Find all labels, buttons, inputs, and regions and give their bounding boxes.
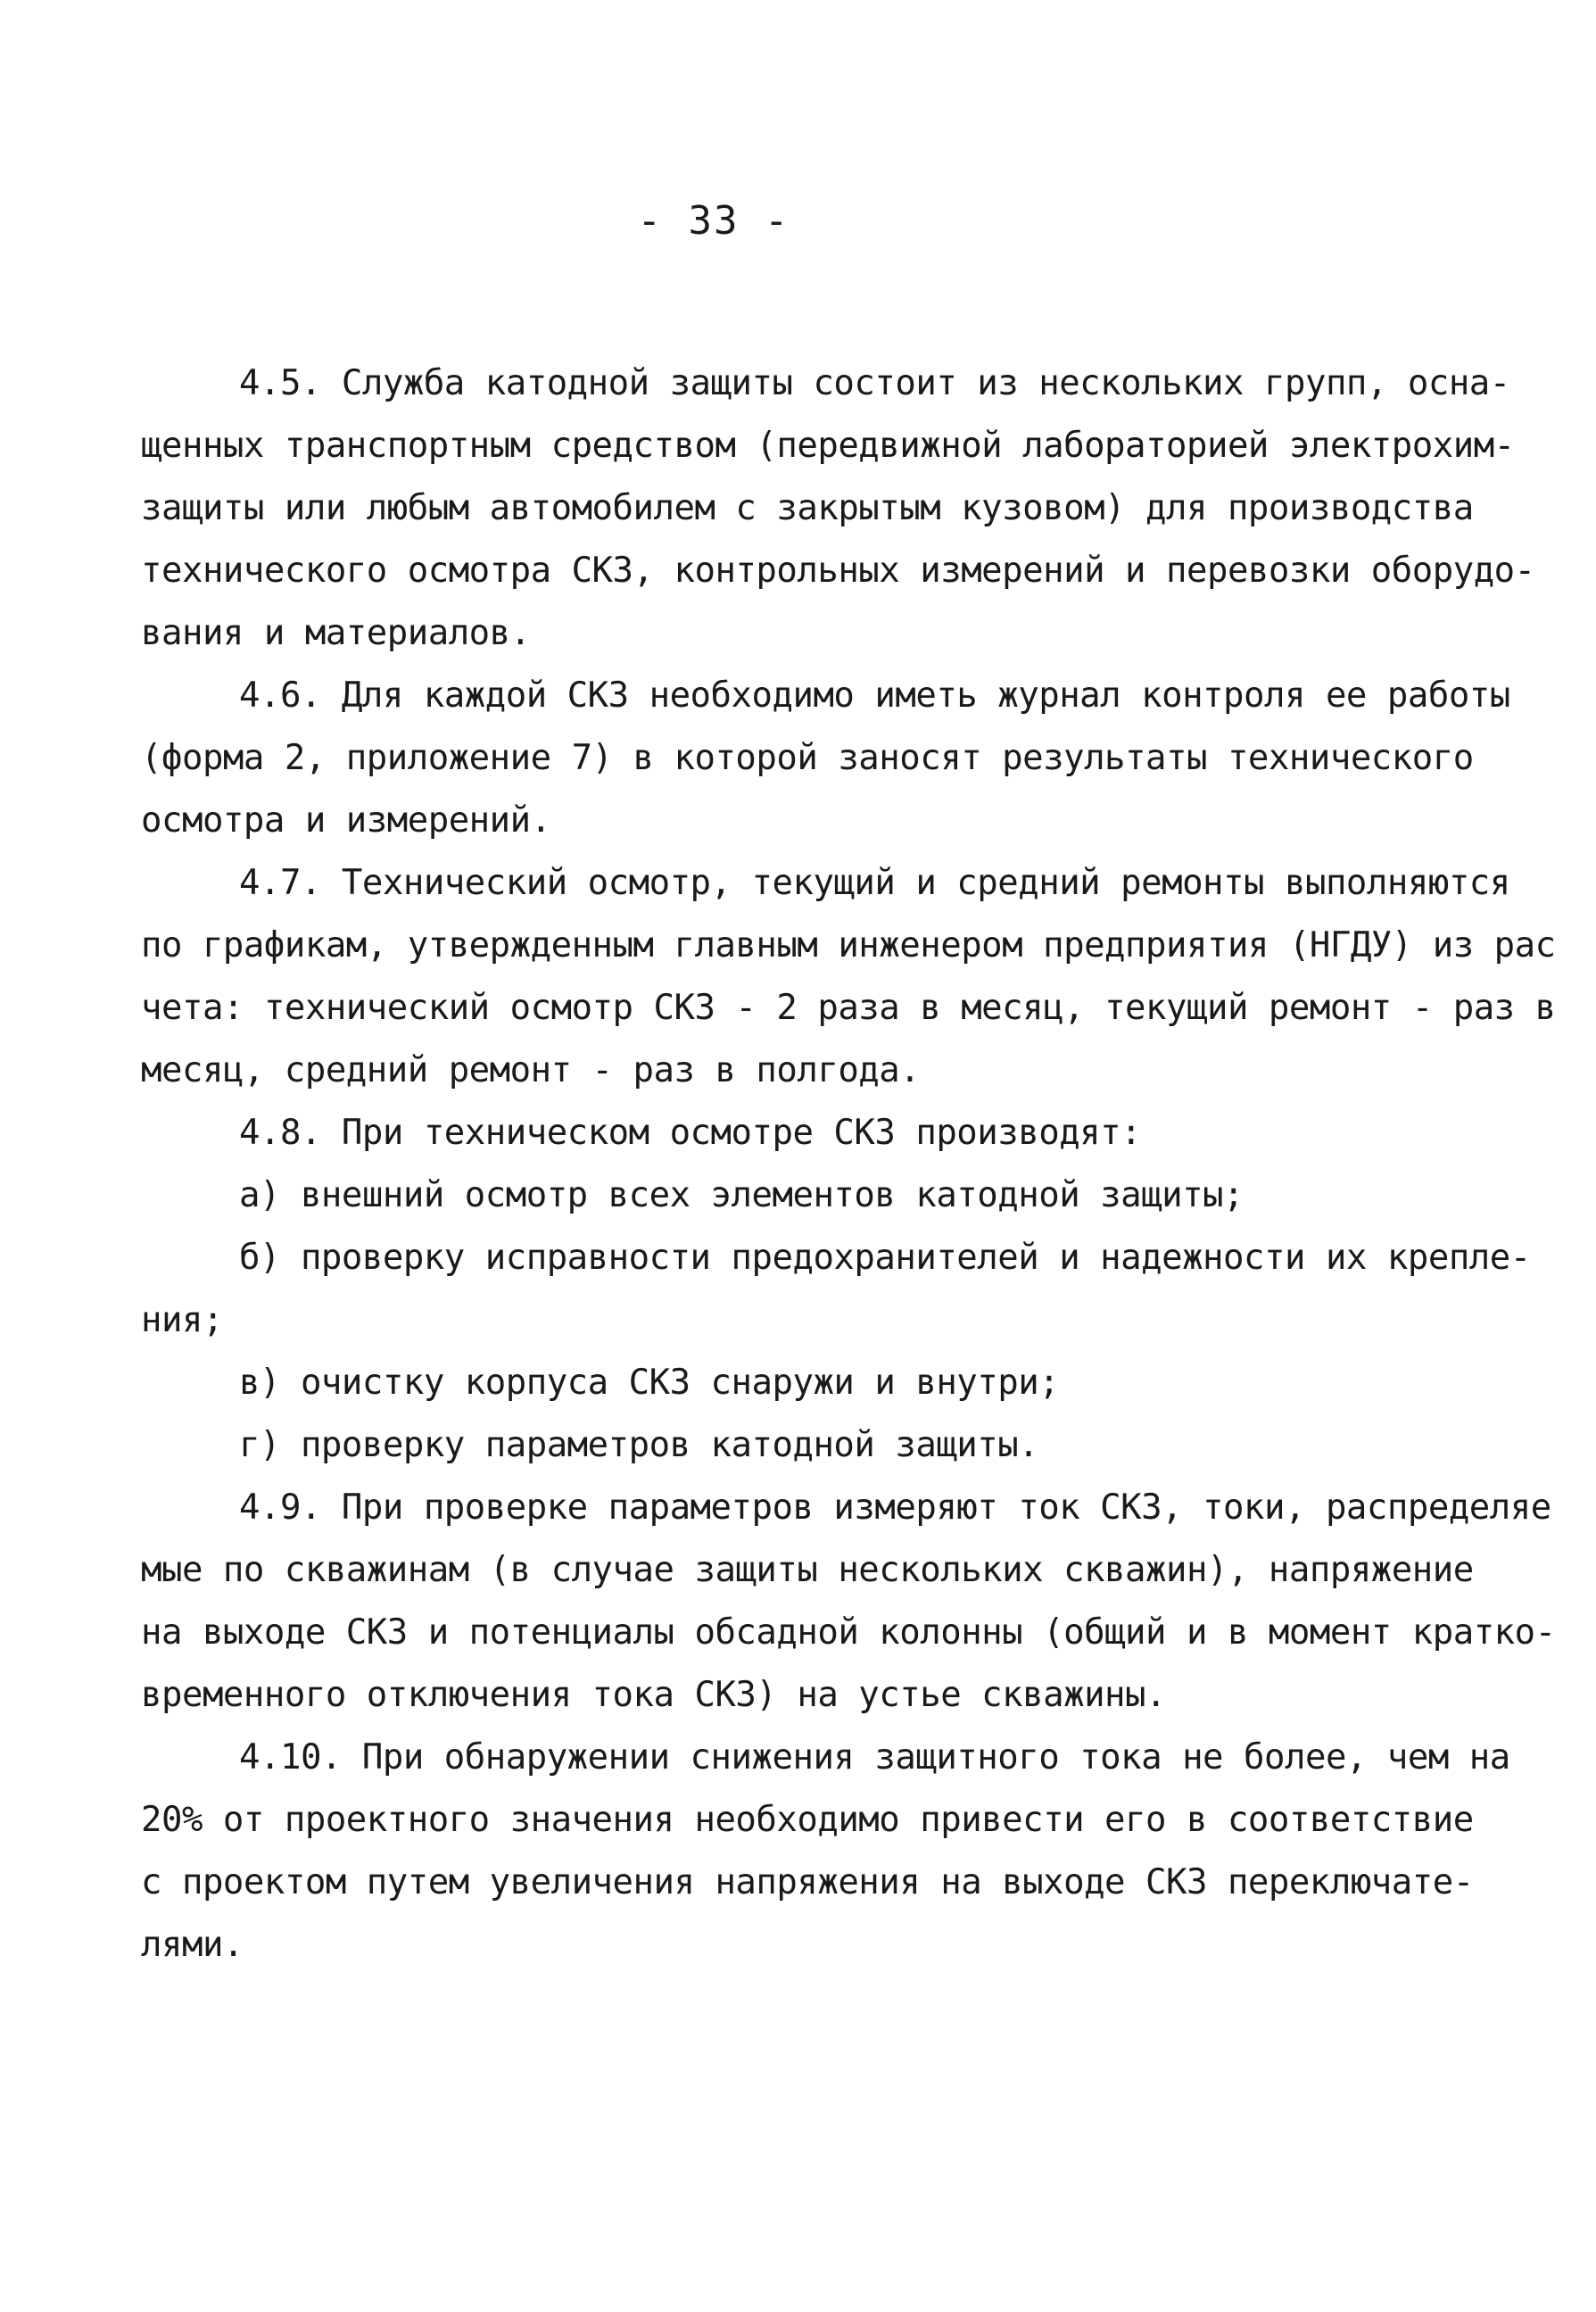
text-line: по графикам, утвержденным главным инженером предприятия (НГДУ) из рас: [141, 925, 1556, 965]
text-line: 4.8. При техническом осмотре СКЗ производят:: [239, 1113, 1142, 1153]
text-line: в) очистку корпуса СКЗ снаружи и внутри;: [239, 1363, 1060, 1403]
text-line: вания и материалов.: [141, 613, 531, 653]
text-line: на выходе СКЗ и потенциалы обсадной колонны (общий и в момент кратко-: [141, 1612, 1556, 1653]
text-line: 4.10. При обнаружении снижения защитного тока не более, чем на: [239, 1737, 1510, 1778]
text-line: чета: технический осмотр СКЗ - 2 раза в месяц, текущий ремонт - раз в: [141, 988, 1556, 1028]
text-line: технического осмотра СКЗ, контрольных измерений и перевозки оборудо-: [141, 551, 1535, 591]
text-line: 4.9. При проверке параметров измеряют ток СКЗ, токи, распределяе: [239, 1487, 1551, 1528]
text-line: защиты или любым автомобилем с закрытым кузовом) для производства: [141, 488, 1474, 528]
text-line: б) проверку исправности предохранителей и надежности их крепле-: [239, 1238, 1531, 1278]
document-body: [141, 352, 1556, 1976]
text-line: 4.7. Технический осмотр, текущий и средний ремонты выполняются: [239, 863, 1510, 903]
text-line: 4.5. Служба катодной защиты состоит из нескольких групп, осна-: [239, 363, 1510, 403]
text-line: щенных транспортным средством (передвижной лабораторией электрохим-: [141, 426, 1515, 466]
text-line: 4.6. Для каждой СКЗ необходимо иметь журнал контроля ее работы: [239, 675, 1510, 716]
text-line: а) внешний осмотр всех элементов катодной защиты;: [239, 1175, 1245, 1215]
text-line: месяц, средний ремонт - раз в полгода.: [141, 1050, 921, 1090]
text-line: с проектом путем увеличения напряжения на выходе СКЗ переключате-: [141, 1862, 1474, 1902]
text-line: временного отключения тока СКЗ) на устье скважины.: [141, 1675, 1166, 1715]
text-line: осмотра и измерений.: [141, 800, 551, 841]
page-number: - 33 -: [637, 198, 790, 244]
text-line: ния;: [141, 1300, 223, 1340]
text-line: г) проверку параметров катодной защиты.: [239, 1425, 1039, 1465]
text-line: (форма 2, приложение 7) в которой заносят результаты технического: [141, 738, 1474, 778]
text-line: лями.: [141, 1925, 244, 1965]
text-line: 20% от проектного значения необходимо привести его в соответствие: [141, 1800, 1474, 1840]
text-line: мые по скважинам (в случае защиты нескольких скважин), напряжение: [141, 1550, 1474, 1590]
